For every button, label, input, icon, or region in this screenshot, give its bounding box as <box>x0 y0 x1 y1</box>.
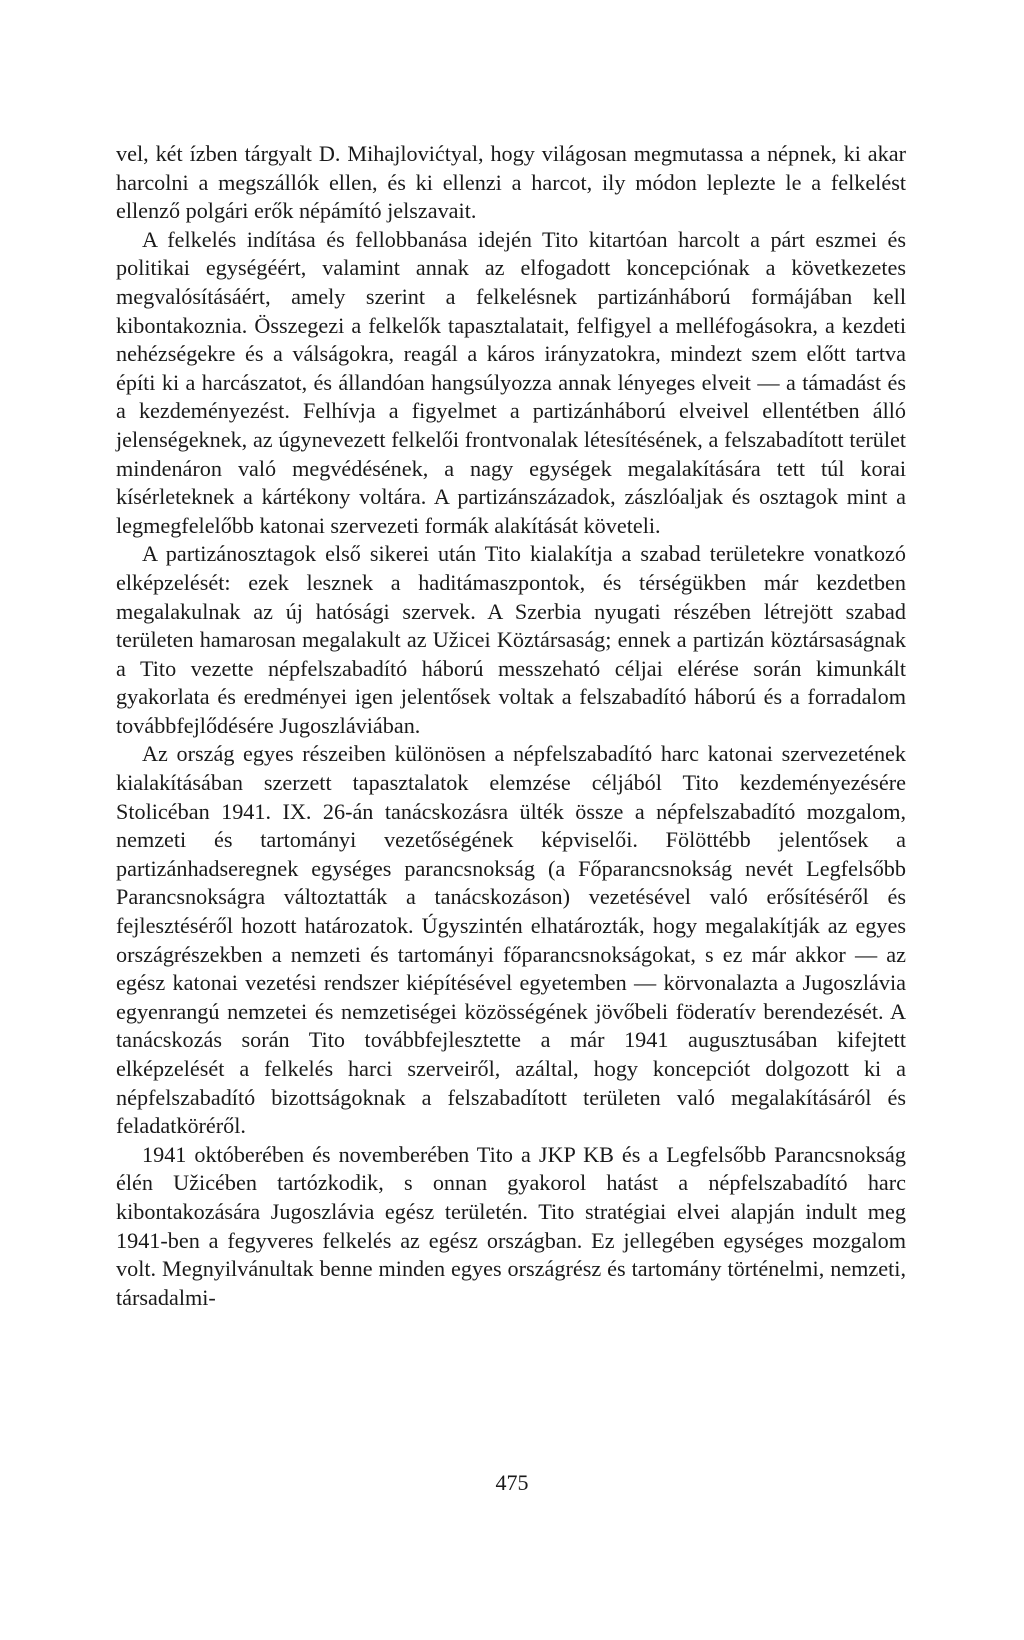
page-number: 475 <box>495 1470 529 1495</box>
paragraph-2: A felkelés indítása és fellobbanása idején Tito kitartóan harcolt a párt eszmei és politikai egységéért, valamint annak az elfogadott koncepciónak a következetes megvalósításáért, amely szerint a felkelésnek partizánháború formájában kell kibontakoznia. Összegezi a felkelők tapasztalatait, felfigyel a melléfogásokra, a kezdeti nehézségekre és a válságokra, reagál a káros irányzatokra, mindezt szem előtt tartva építi ki a harcászatot, és állandóan hangsúlyozza annak lényeges elveit — a támadást és a kezdeményezést. Felhívja a figyelmet a partizánháború elveivel ellentétben álló jelenségeknek, az úgynevezett felkelői frontvonalak létesítésének, a felszabadított terület mindenáron való megvédésének, a nagy egységek megalakítására tett túl korai kísérleteknek a kártékony voltára. A partizánszázadok, zászlóaljak és osztagok mint a legmegfelelőbb katonai szervezeti formák alakítását követeli. <box>116 226 906 538</box>
paragraph-5: 1941 októberében és novemberében Tito a JKP KB és a Legfelsőbb Parancsnokság élén Užicében tartózkodik, s onnan gyakorol hatást a népfelszabadító harc kibontakozására Jugoszlávia egész területén. Tito stratégiai elvei alapján indult meg 1941-ben a fegyveres felkelés az egész országban. Ez jellegében egységes mozgalom volt. Megnyilvánultak benne minden egyes országrész és tartomány történelmi, nemzeti, társadalmi- <box>116 1141 906 1310</box>
paragraph-3: A partizánosztagok első sikerei után Tito kialakítja a szabad területekre vonatkozó elképzelését: ezek lesznek a haditámaszpontok, és térségükben már kezdetben megalakulnak az új hatósági szervek. A Szerbia nyugati részében létrejött szabad területen hamarosan megalakult az Užicei Köztársaság; ennek a partizán köztársaságnak a Tito vezette népfelszabadító háború messzeható céljai elérése során kimunkált gyakorlata és eredményei igen jelentősek voltak a felszabadító háború és a forradalom továbbfejlődésére Jugoszláviában. <box>116 541 906 738</box>
paragraph-1: vel, két ízben tárgyalt D. Mihajlovićtyal, hogy világosan megmutassa a népnek, ki akar harcolni a megszállók ellen, és ki ellenzi a harcot, ily módon leplezte le a felkelést ellenző polgári erők népámító jelszavait. <box>116 141 906 224</box>
paragraph-4: Az ország egyes részeiben különösen a népfelszabadító harc katonai szervezetének kialakításában szerzett tapasztalatok elemzése céljából Tito kezdeményezésére Stolicéban 1941. IX. 26-án tanácskozásra ülték össze a népfelszabadító mozgalom, nemzeti és tartományi vezetőségének képviselői. Fölöttébb jelentősek a partizánhadseregnek egységes parancsnokság (a Főparancsnokság nevét Legfelsőbb Parancsnokságra változtatták a tanácskozáson) vezetésével való erősítéséről és fejlesztéséről hozott határozatok. Úgyszintén elhatározták, hogy megalakítják az egyes országrészekben a nemzeti és tartományi főparancsnokságokat, s ez már akkor — az egész katonai vezetési rendszer kiépítésével egyetemben — körvonalazta a Jugoszlávia egyenrangú nemzetei és nemzetiségei közösségének jövőbeli föderatív berendezését. A tanácskozás során Tito továbbfejlesztette a már 1941 augusztusában kifejtett elképzelését a felkelés harci szerveiről, azáltal, hogy koncepciót dolgozott ki a népfelszabadító bizottságoknak a felszabadított területen való megalakításáról és feladatköréről. <box>116 741 906 1139</box>
page-body <box>116 140 906 1312</box>
